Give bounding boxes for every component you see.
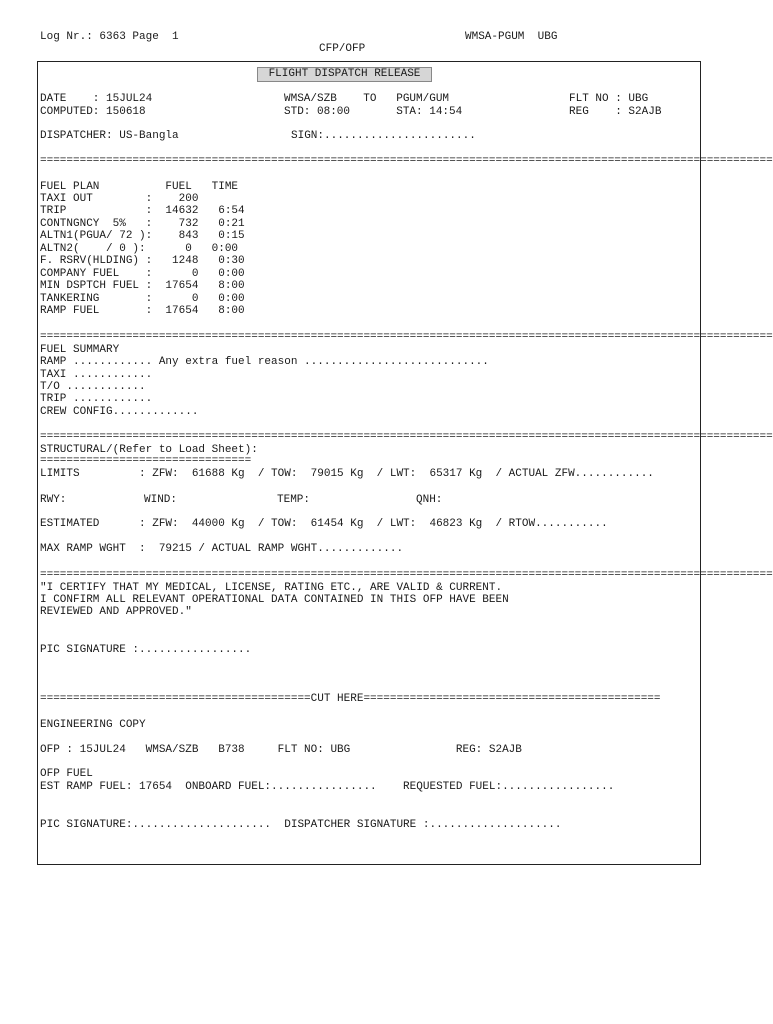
form-title: FLIGHT DISPATCH RELEASE bbox=[257, 67, 432, 82]
dispatcher-sign-field: SIGN:....................... bbox=[291, 130, 476, 142]
fuel-plan-row: MIN DSPTCH FUEL : 17654 8:00 bbox=[40, 280, 245, 292]
fuel-plan-row: ALTN2( / 0 ): 0 0:00 bbox=[40, 243, 239, 255]
ofp-summary-line: OFP : 15JUL24 WMSA/SZB B738 FLT NO: UBG REG: S2AJB bbox=[40, 744, 522, 756]
fuel-summary-heading: FUEL SUMMARY bbox=[40, 344, 120, 356]
route-field: WMSA/SZB TO PGUM/GUM bbox=[284, 93, 450, 105]
computed-field: COMPUTED: 150618 bbox=[40, 106, 146, 118]
fuel-plan-row: TANKERING : 0 0:00 bbox=[40, 293, 245, 305]
limits-line: LIMITS : ZFW: 61688 Kg / TOW: 79015 Kg / LWT: 65317 Kg / ACTUAL ZFW............ bbox=[40, 468, 654, 480]
separator-rule: =============================================================================================================== bbox=[40, 155, 773, 167]
log-page-number: Log Nr.: 6363 Page 1 bbox=[40, 31, 179, 43]
certify-line: "I CERTIFY THAT MY MEDICAL, LICENSE, RATING ETC., ARE VALID & CURRENT. bbox=[40, 582, 503, 594]
fuel-summary-line: CREW CONFIG............. bbox=[40, 406, 199, 418]
signatures-line: PIC SIGNATURE:..................... DISPATCHER SIGNATURE :.................... bbox=[40, 819, 562, 831]
max-ramp-weight-line: MAX RAMP WGHT : 79215 / ACTUAL RAMP WGHT............. bbox=[40, 543, 404, 555]
structural-heading: STRUCTURAL/(Refer to Load Sheet): bbox=[40, 444, 258, 456]
schedule-field: STD: 08:00 STA: 14:54 bbox=[284, 106, 463, 118]
separator-rule: =============================================================================================================== bbox=[40, 569, 773, 581]
temperature-label: TEMP: bbox=[277, 494, 311, 506]
fuel-summary-line: T/O ............ bbox=[40, 381, 146, 393]
date-field: DATE : 15JUL24 bbox=[40, 93, 153, 105]
fuel-plan-row: ALTN1(PGUA/ 72 ): 843 0:15 bbox=[40, 230, 245, 242]
runway-label: RWY: bbox=[40, 494, 67, 506]
qnh-label: QNH: bbox=[416, 494, 443, 506]
cut-here-rule: =========================================CUT HERE============================================= bbox=[40, 693, 661, 705]
route-code: WMSA-PGUM UBG bbox=[465, 31, 558, 43]
pic-signature-field: PIC SIGNATURE :................. bbox=[40, 644, 252, 656]
fuel-summary-line: RAMP ............ Any extra fuel reason ............................ bbox=[40, 356, 489, 368]
certify-line: I CONFIRM ALL RELEVANT OPERATIONAL DATA CONTAINED IN THIS OFP HAVE BEEN bbox=[40, 594, 509, 606]
engineering-copy-heading: ENGINEERING COPY bbox=[40, 719, 146, 731]
fuel-plan-header: FUEL PLAN FUEL TIME bbox=[40, 181, 239, 193]
certify-line: REVIEWED AND APPROVED." bbox=[40, 606, 192, 618]
estimated-line: ESTIMATED : ZFW: 44000 Kg / TOW: 61454 Kg / LWT: 46823 Kg / RTOW........... bbox=[40, 518, 608, 530]
separator-rule: =============================================================================================================== bbox=[40, 431, 773, 443]
wind-label: WIND: bbox=[144, 494, 178, 506]
fuel-plan-row: COMPANY FUEL : 0 0:00 bbox=[40, 268, 245, 280]
fuel-summary-line: TAXI ............ bbox=[40, 369, 153, 381]
registration-field: REG : S2AJB bbox=[569, 106, 662, 118]
fuel-plan-row: TRIP : 14632 6:54 bbox=[40, 205, 245, 217]
fuel-plan-row: TAXI OUT : 200 bbox=[40, 193, 199, 205]
ofp-fuel-heading: OFP FUEL bbox=[40, 768, 93, 780]
structural-underline: ================================ bbox=[40, 455, 252, 467]
fuel-plan-row: F. RSRV(HLDING) : 1248 0:30 bbox=[40, 255, 245, 267]
dispatcher-field: DISPATCHER: US-Bangla bbox=[40, 130, 179, 142]
fuel-plan-row: CONTNGNCY 5% : 732 0:21 bbox=[40, 218, 245, 230]
separator-rule: =============================================================================================================== bbox=[40, 331, 773, 343]
est-ramp-fuel-line: EST RAMP FUEL: 17654 ONBOARD FUEL:................ REQUESTED FUEL:................. bbox=[40, 781, 615, 793]
fuel-summary-line: TRIP ............ bbox=[40, 393, 153, 405]
flight-number-field: FLT NO : UBG bbox=[569, 93, 649, 105]
document-type: CFP/OFP bbox=[319, 43, 366, 55]
fuel-plan-row: RAMP FUEL : 17654 8:00 bbox=[40, 305, 245, 317]
